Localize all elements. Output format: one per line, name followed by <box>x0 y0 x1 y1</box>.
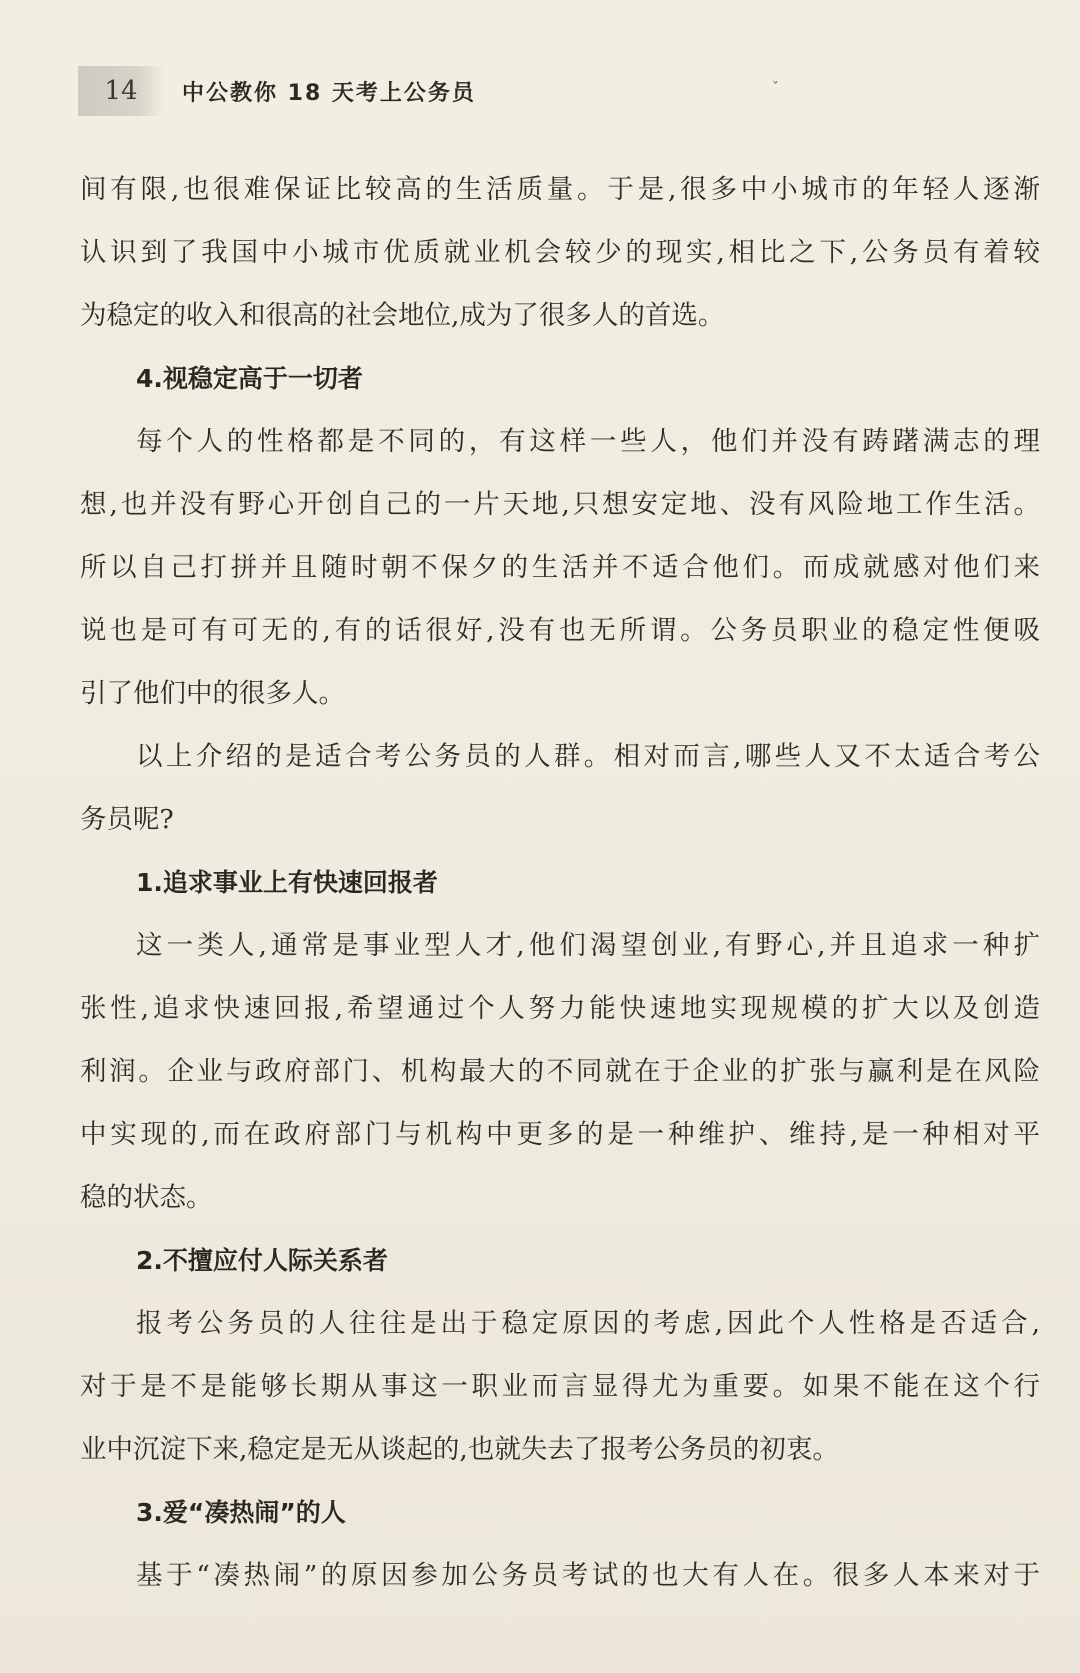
text-line: 基于“凑热闹”的原因参加公务员考试的也大有人在。很多人本来对于 <box>136 1560 1040 1591</box>
page-number: 14 <box>78 66 164 116</box>
text-line: 利润。企业与政府部门、机构最大的不同就在于企业的扩张与赢利是在风险 <box>80 1056 1040 1087</box>
text-line: 间有限,也很难保证比较高的生活质量。于是,很多中小城市的年轻人逐渐 <box>80 174 1040 205</box>
text-line: 为稳定的收入和很高的社会地位,成为了很多人的首选。 <box>80 300 725 331</box>
text-line: 每个人的性格都是不同的，有这样一些人，他们并没有踌躇满志的理 <box>136 426 1040 457</box>
header-mark: ˇ <box>772 80 779 96</box>
body-text <box>80 158 1040 1607</box>
section-heading: 3.爱“凑热闹”的人 <box>136 1498 346 1527</box>
text-line: 这一类人,通常是事业型人才,他们渴望创业,有野心,并且追求一种扩 <box>136 930 1040 961</box>
text-line: 张性,追求快速回报,希望通过个人努力能快速地实现规模的扩大以及创造 <box>80 993 1040 1024</box>
page-header <box>78 66 1038 122</box>
text-line: 说也是可有可无的,有的话很好,没有也无所谓。公务员职业的稳定性便吸 <box>80 615 1040 646</box>
text-line: 报考公务员的人往往是出于稳定原因的考虑,因此个人性格是否适合, <box>136 1308 1040 1339</box>
section-heading: 2.不擅应付人际关系者 <box>136 1246 388 1275</box>
text-line: 业中沉淀下来,稳定是无从谈起的,也就失去了报考公务员的初衷。 <box>80 1434 839 1465</box>
text-line: 所以自己打拼并且随时朝不保夕的生活并不适合他们。而成就感对他们来 <box>80 552 1040 583</box>
text-line: 引了他们中的很多人。 <box>80 678 345 709</box>
text-line: 想,也并没有野心开创自己的一片天地,只想安定地、没有风险地工作生活。 <box>80 489 1040 520</box>
section-heading: 1.追求事业上有快速回报者 <box>136 868 438 897</box>
text-line: 对于是不是能够长期从事这一职业而言显得尤为重要。如果不能在这个行 <box>80 1371 1040 1402</box>
text-line: 认识到了我国中小城市优质就业机会较少的现实,相比之下,公务员有着较 <box>80 237 1040 268</box>
text-line: 中实现的,而在政府部门与机构中更多的是一种维护、维持,是一种相对平 <box>80 1119 1040 1150</box>
text-line: 稳的状态。 <box>80 1182 213 1213</box>
running-title: 中公教你 18 天考上公务员 <box>182 81 476 106</box>
text-line: 以上介绍的是适合考公务员的人群。相对而言,哪些人又不太适合考公 <box>136 741 1040 772</box>
text-line: 务员呢? <box>80 804 174 835</box>
section-heading: 4.视稳定高于一切者 <box>136 364 363 393</box>
